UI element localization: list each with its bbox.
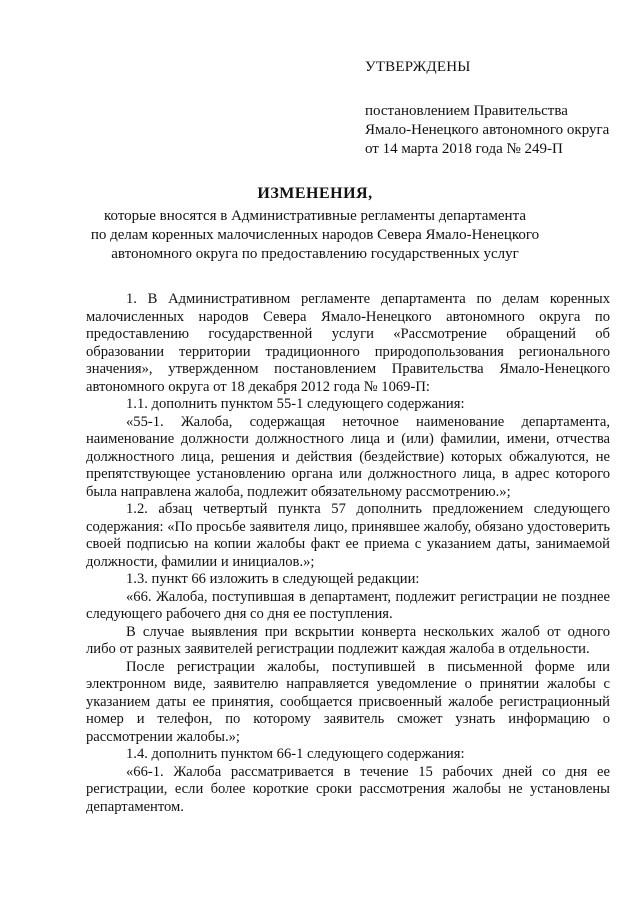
document-body: [86, 291, 610, 816]
paragraph-clause-55-1: «55-1. Жалоба, содержащая неточное наименование департамента, наименование должности должностного лица и (или) фамилии, имени, отчества должностного лица, решения и действия (бездействие) которых обжалуются, не препятствующее установлению органа или должностного лица, в адрес которого была направлена жалоба, подлежит обязательному рассмотрению.»;: [86, 413, 610, 500]
heading-subtitle-line: которые вносятся в Административные регламенты департамента: [104, 208, 526, 224]
approval-line: постановлением Правительства: [365, 103, 568, 119]
heading-subtitle-line: по делам коренных малочисленных народов Севера Ямало-Ненецкого: [90, 227, 540, 243]
paragraph-clause-66-part-3: После регистрации жалобы, поступившей в письменной форме или электронном виде, заявителю направляется уведомление о принятии жалобы с указанием даты ее принятия, сообщается присвоенный жалобе регистрационный номер и телефон, по которому заявитель сможет узнать информацию о рассмотрении жалобы.»;: [86, 658, 610, 745]
approval-block: [365, 58, 615, 159]
paragraph-clause-66-1: «66-1. Жалоба рассматривается в течение 15 рабочих дней со дня ее регистрации, если более короткие сроки рассмотрения жалобы не установлены департаментом.: [86, 763, 610, 815]
approval-line: от 14 марта 2018 года № 249-П: [365, 141, 563, 157]
paragraph-item-1-1: 1.1. дополнить пунктом 55-1 следующего содержания:: [126, 396, 465, 412]
document-title: ИЗМЕНЕНИЯ,: [257, 185, 373, 202]
paragraph-item-1-3: 1.3. пункт 66 изложить в следующей редакции:: [126, 571, 420, 587]
paragraph-clause-66-part-2: В случае выявления при вскрытии конверта нескольких жалоб от одного либо от разных заявителей регистрации подлежит каждая жалоба в отдельности.: [86, 623, 610, 657]
paragraph-item-1-2: 1.2. абзац четвертый пункта 57 дополнить предложением следующего содержания: «По просьбе заявителя лицо, принявшее жалобу, обязано удостоверить своей подписью на копии жалобы факт ее приема с указанием даты, занимаемой должности, фамилии и инициалов.»;: [86, 501, 610, 570]
approval-line: Ямало-Ненецкого автономного округа: [365, 122, 610, 138]
document-heading: [80, 184, 550, 264]
approval-stamp: УТВЕРЖДЕНЫ: [365, 59, 471, 75]
paragraph-item-1-4: 1.4. дополнить пунктом 66-1 следующего содержания:: [126, 746, 465, 762]
heading-subtitle-line: автономного округа по предоставлению государственных услуг: [111, 246, 519, 262]
paragraph-item-1: 1. В Административном регламенте департамента по делам коренных малочисленных народов Севера Ямало-Ненецкого автономного округа по предоставлению государственной услуги «Рассмотрение обращений об образовании территории традиционного природопользования регионального значения», утвержденном постановлением Правительства Ямало-Ненецкого автономного округа от 18 декабря 2012 года № 1069-П:: [86, 291, 610, 395]
paragraph-clause-66: «66. Жалоба, поступившая в департамент, подлежит регистрации не позднее следующего рабочего дня со дня ее поступления.: [86, 588, 610, 622]
